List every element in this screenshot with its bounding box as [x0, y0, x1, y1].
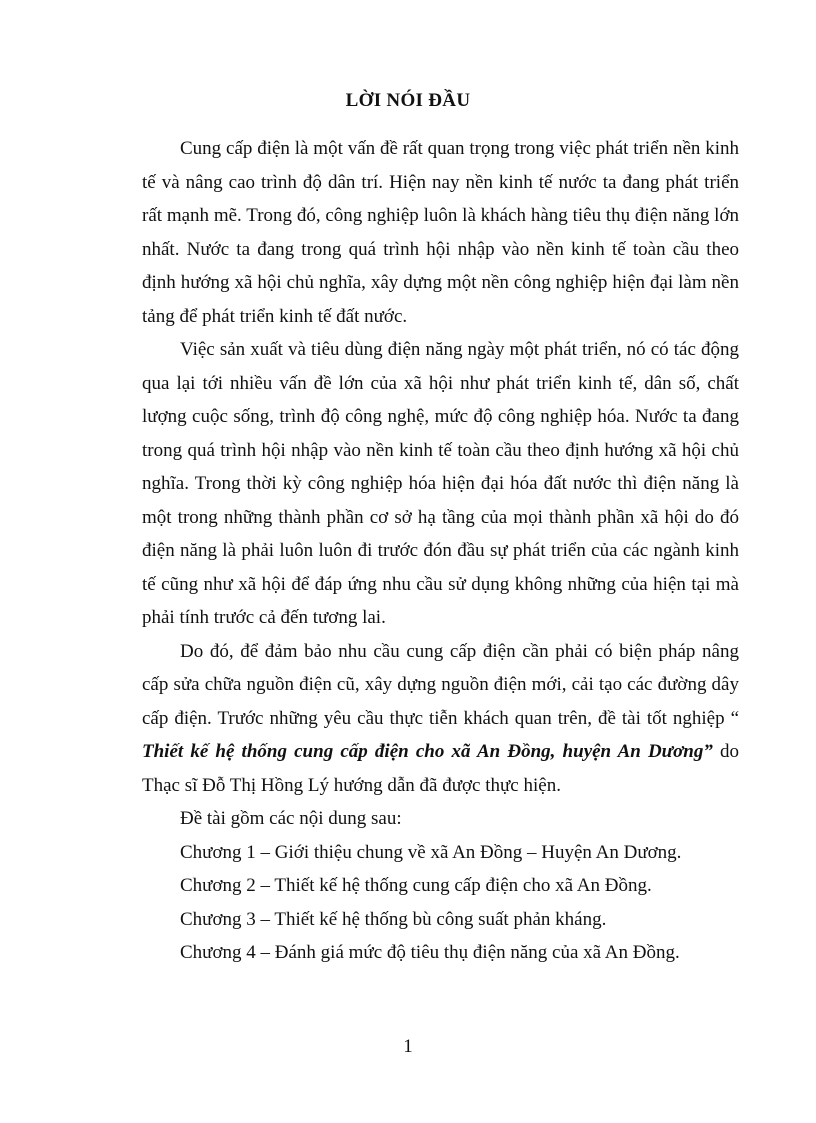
chapter-1: Chương 1 – Giới thiệu chung về xã An Đồng – Huyện An Dương.: [180, 841, 682, 863]
paragraph-2: Việc sản xuất và tiêu dùng điện năng ngày một phát triển, nó có tác động qua lại tới nhiều vấn đề lớn của xã hội như phát triển kinh tế, dân số, chất lượng cuộc sống, trình độ công nghệ, mức độ công nghiệp hóa. Nước ta đang trong quá trình hội nhập vào nền kinh tế toàn cầu theo định hướng xã hội chủ nghĩa. Trong thời kỳ công nghiệp hóa hiện đại hóa đất nước thì điện năng là một trong những thành phần cơ sở hạ tầng của mọi thành phần xã hội do đó điện năng là phải luôn luôn đi trước đón đầu sự phát triển của các ngành kinh tế cũng như xã hội để đáp ứng nhu cầu sử dụng không những của hiện tại mà phải tính trước cả đến tương lai.: [142, 339, 739, 628]
paragraph-3-text-end: do Thạc sĩ Đỗ Thị Hồng Lý hướng dẫn đã được thực hiện.: [142, 741, 739, 796]
page-number: 1: [403, 1036, 413, 1057]
contents-intro: Đề tài gồm các nội dung sau:: [180, 808, 402, 829]
paragraph-3: [142, 635, 739, 803]
body-text: [142, 132, 739, 970]
chapter-3: Chương 3 – Thiết kế hệ thống bù công suất phản kháng.: [180, 908, 607, 930]
chapter-4: Chương 4 – Đánh giá mức độ tiêu thụ điện năng của xã An Đồng.: [180, 942, 680, 963]
thesis-title: Thiết kế hệ thống cung cấp điện cho xã An Đồng, huyện An Dương”: [142, 741, 713, 762]
chapter-2: Chương 2 – Thiết kế hệ thống cung cấp điện cho xã An Đồng.: [180, 875, 652, 896]
page-title: LỜI NÓI ĐẦU: [345, 90, 471, 111]
paragraph-3-text-start: Do đó, để đảm bảo nhu cầu cung cấp điện cần phải có biện pháp nâng cấp sửa chữa nguồn điện cũ, xây dựng nguồn điện mới, cải tạo các đường dây cấp điện. Trước những yêu cầu thực tiễn khách quan trên, đề tài tốt nghiệp “: [142, 640, 739, 729]
paragraph-1: Cung cấp điện là một vấn đề rất quan trọng trong việc phát triển nền kinh tế và nâng cao trình độ dân trí. Hiện nay nền kinh tế nước ta đang phát triển rất mạnh mẽ. Trong đó, công nghiệp luôn là khách hàng tiêu thụ điện năng lớn nhất. Nước ta đang trong quá trình hội nhập vào nền kinh tế toàn cầu theo định hướng xã hội chủ nghĩa, xây dựng một nền công nghiệp hiện đại làm nền tảng để phát triển kinh tế đất nước.: [142, 138, 739, 327]
